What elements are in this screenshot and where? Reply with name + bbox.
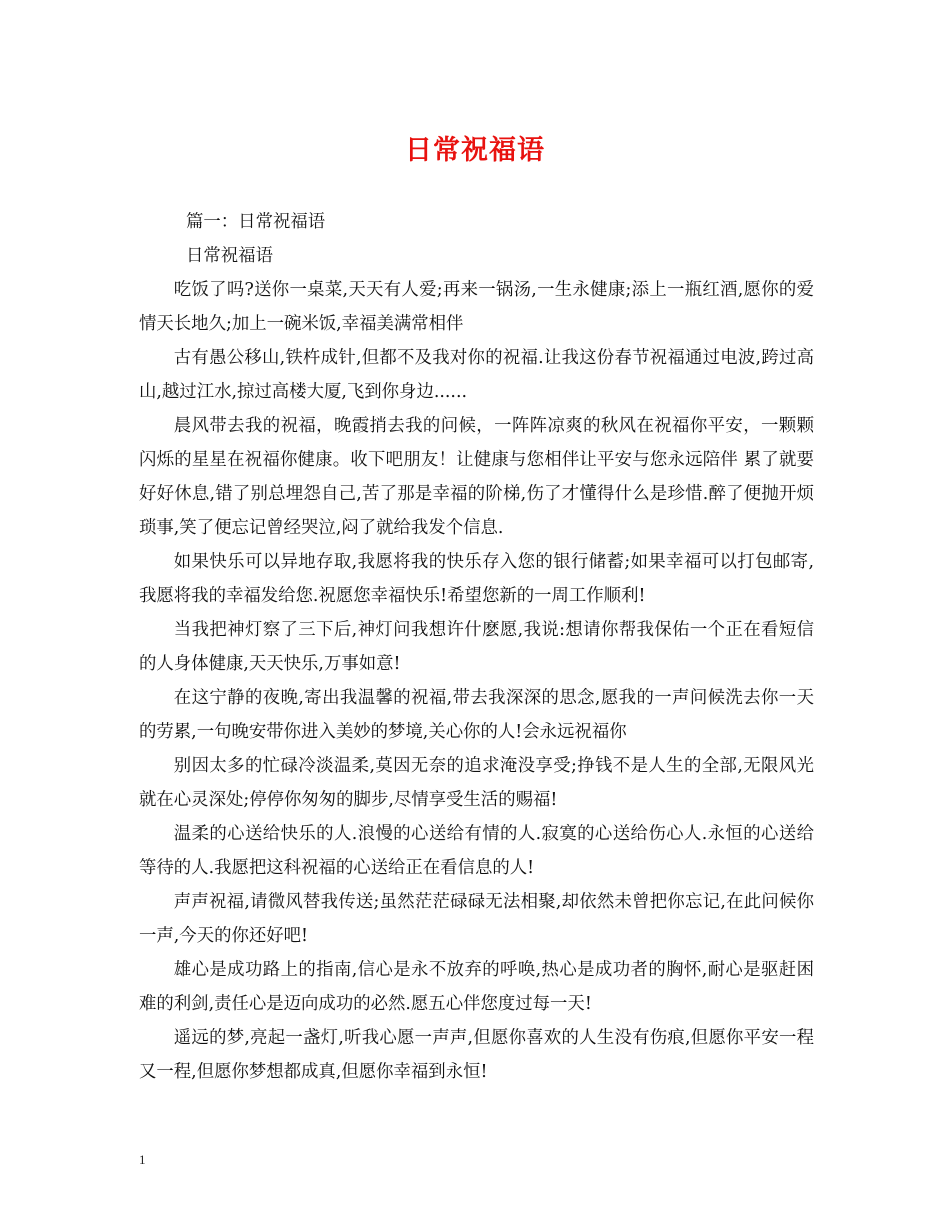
sub-heading: 日常祝福语 [186, 246, 273, 266]
paragraph-11: 遥远的梦,亮起一盏灯,听我心愿一声声,但愿你喜欢的人生没有伤痕,但愿你平安一程又一程,但愿你梦想都成真,但愿你幸福到永恒! [139, 1028, 814, 1082]
paragraph-8: 温柔的心送给快乐的人.浪慢的心送给有情的人.寂寞的心送给伤心人.永恒的心送给等待的人.我愿把这科祝福的心送给正在看信息的人! [139, 824, 814, 878]
paragraph-5: 当我把神灯察了三下后,神灯问我想许什麽愿,我说:想请你帮我保佑一个正在看短信的人身体健康,天天快乐,万事如意! [139, 620, 814, 674]
paragraph-3: 晨风带去我的祝福，晚霞捎去我的问候，一阵阵凉爽的秋风在祝福你平安，一颗颗闪烁的星星在祝福你健康。收下吧朋友！让健康与您相伴让平安与您永远陪伴 累了就要好好休息,错了别总埋怨自己,苦了那是幸福的阶梯,伤了才懂得什么是珍惜.醉了便抛开烦琐事,笑了便忘记曾经哭泣,闷了就给我发个信息. [139, 416, 814, 538]
section-heading: 篇一：日常祝福语 [186, 212, 326, 232]
paragraph-1: 吃饭了吗?送你一桌菜,天天有人爱;再来一锅汤,一生永健康;添上一瓶红酒,愿你的爱情天长地久;加上一碗米饭,幸福美满常相伴 [139, 280, 814, 334]
paragraph-7: 别因太多的忙碌冷淡温柔,莫因无奈的追求淹没享受;挣钱不是人生的全部,无限风光就在心灵深处;停停你匆匆的脚步,尽情享受生活的赐福! [139, 756, 814, 810]
paragraph-9: 声声祝福,请微风替我传送;虽然茫茫碌碌无法相聚,却依然未曾把你忘记,在此问候你一声,今天的你还好吧! [139, 892, 814, 946]
paragraph-4: 如果快乐可以异地存取,我愿将我的快乐存入您的银行储蓄;如果幸福可以打包邮寄,我愿将我的幸福发给您.祝愿您幸福快乐!希望您新的一周工作顺利! [139, 552, 814, 606]
document-title: 日常祝福语 [405, 135, 545, 166]
page-number: 1 [139, 1152, 146, 1167]
paragraph-10: 雄心是成功路上的指南,信心是永不放弃的呼唤,热心是成功者的胸怀,耐心是驱赶困难的利剑,责任心是迈向成功的必然.愿五心伴您度过每一天! [139, 960, 814, 1014]
document-body [139, 205, 814, 1089]
paragraph-6: 在这宁静的夜晚,寄出我温馨的祝福,带去我深深的思念,愿我的一声问候洗去你一天的劳累,一句晚安带你进入美妙的梦境,关心你的人!会永远祝福你 [139, 688, 814, 742]
paragraph-2: 古有愚公移山,铁杵成针,但都不及我对你的祝福.让我这份春节祝福通过电波,跨过高山,越过江水,掠过高楼大厦,飞到你身边...... [139, 348, 814, 402]
